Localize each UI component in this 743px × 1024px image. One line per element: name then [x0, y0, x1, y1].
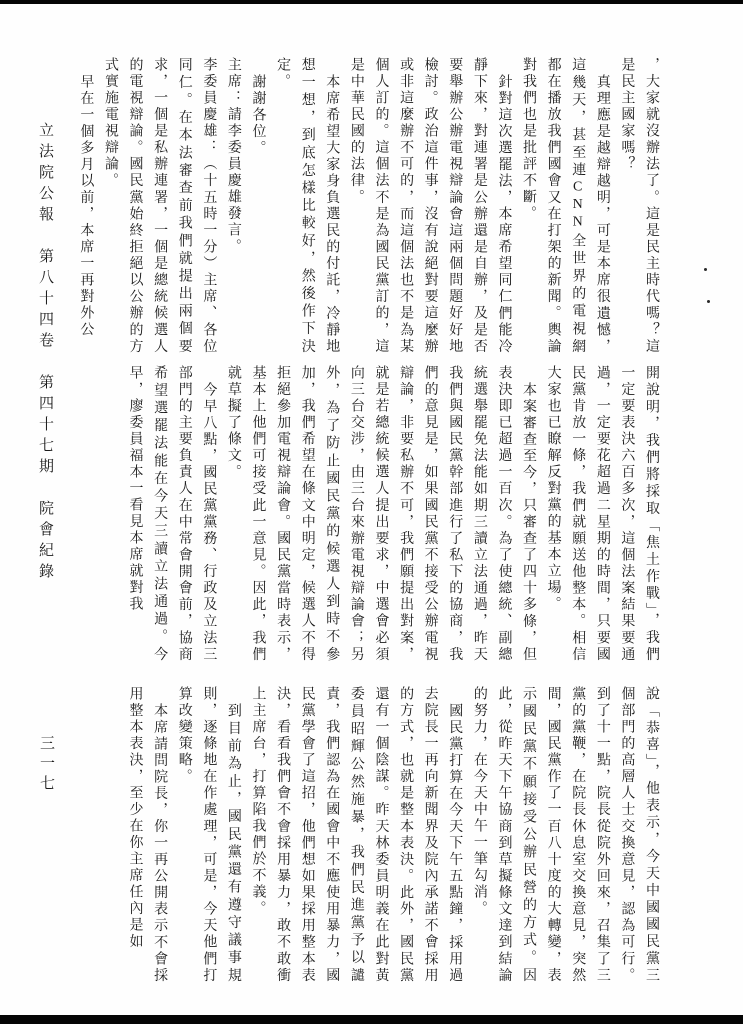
paragraph: 今早八點，國民黨黨務、行政及立法三部門的主要負責人在中常會開會前，協商希望選罷法能在今天三讀立法通過。今早，廖委員福本一看見本席就對我 — [127, 365, 217, 663]
paragraph: 謝謝各位。 — [250, 74, 266, 157]
paragraph: 到目前為止，國民黨還有遵守議事規則，逐條地在作處理，可是，今天他們打算改變策略。 — [176, 686, 241, 984]
paragraph: 早在一個多月以前，本席一再對外公 — [78, 74, 94, 338]
paragraph: 本席希望大家身負選民的付託，冷靜地想一想，到底怎樣比較好，然後作下決定。 — [275, 57, 340, 355]
paragraph-speaker-legislator: 李委員慶雄：（十五時一分）主席、各位同仁。在本法審查前我們就提出兩個要求，一個是私辦連署，一個是總統候選人的電視辯論。國民黨始終拒絕以公辦的方式實施電視辯論。 — [102, 57, 217, 355]
scan-edge-top — [0, 0, 743, 4]
scan-speck — [704, 268, 707, 271]
paragraph-speaker-chair: 主席：請李委員慶雄發言。 — [225, 57, 241, 255]
paragraph: 本案審查至今，只審查了四十多條，但表決即已超過一百次。為了使總統、副總統選舉罷免法能如期三讀立法通過，昨天我們與國民黨幹部進行了私下的協商，我們的意見是，如果國民黨不接受公辦電視辯論，非要私辦不可，我們願提出對案，就是若總統候選人提出要求，中選會必須向三台交涉，由三台來辦電視辯論會；另外，為了防止國民黨的候選人到時不參加，我們希望在條文中明定，候選人不得拒絕參加電視辯論會。國民黨當時表示，基本上他們可接受此一意見。因此，我們就草擬了條文。 — [225, 365, 537, 663]
page-number: 三一七 — [38, 735, 54, 795]
paragraph: 說「恭喜」，他表示，今天中國國民黨三個部門的高層人士交換意見，認為可行。到了十一點，院長從院外回來，召集了三黨的黨鞭，在院長休息室交換意見，突然間，國民黨作了一百八十度的大轉變，表示國民黨不願接受公辦民營的方式。因此，從昨天下午協商到草擬條文達到結論的努力，在今天中午一筆勾消。 — [471, 686, 659, 984]
scan-speck — [707, 300, 710, 303]
paragraph: 真理應是越辯越明，可是本席很遺憾，這幾天，甚至連CNN全世界的電視網都在播放我們國會又在打架的新聞。輿論對我們也是批評不斷。 — [521, 57, 610, 355]
gazette-masthead: 立法院公報 第八十四卷 第四十七期 院會紀錄 — [37, 122, 53, 584]
text-band-top — [73, 57, 663, 355]
paragraph: 開說明，我們將採取「焦土作戰」，我們一定要表決六百多次，這個法案結果要通過，一定要花超過二星期的時間，只要國民黨肯放一條，我們就願送他整本。相信大家也已瞭解反對黨的基本立場。 — [545, 365, 659, 663]
text-band-middle — [122, 365, 663, 663]
scan-edge-bottom — [0, 1015, 743, 1024]
paragraph: 國民黨打算在今天下午五點鐘，採用過去院長一再向新聞界及院內承諾不會採用的方式，也就是整本表決。此外，國民黨還有一個陰謀。昨天林委員明義在此對黃委員昭輝公然施暴，我們民進黨予以譴責，我們認為在國會中不應使用暴力，國民黨學會了這招，他們想如果採用整本表決，看看我們會不會採用暴力，敢不敢衝上主席台，打算陷我們於不義。 — [250, 686, 463, 984]
paragraph: 本席請問院長，你一再公開表示不會採用整本表決，至少在你主席任內是如 — [127, 686, 168, 984]
paragraph: 針對這次選罷法，本席希望同仁們能冷靜下來，對連署是公辦還是自辦，及是否要舉辦公辦電視辯論會這兩個問題好好地檢討。政治這件事，沒有說絕對要這麼辦或非這麼辦不可的，而這個法也不是為某個人訂的。這個法不是為國民黨訂的，這是中華民國的法律。 — [348, 57, 512, 355]
paragraph: ，大家就沒辦法了。這是民主時代嗎？這是民主國家嗎？ — [619, 57, 659, 355]
text-band-bottom — [122, 686, 663, 984]
